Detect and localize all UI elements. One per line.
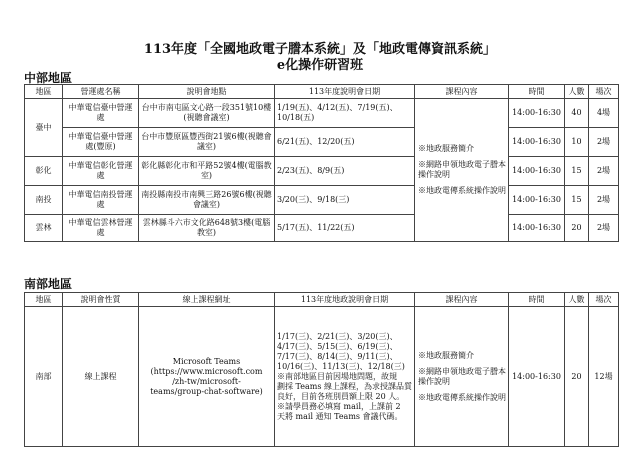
count-cell: 10	[565, 128, 589, 157]
count-cell: 15	[565, 157, 589, 186]
column-header: 地區	[25, 293, 63, 307]
column-header: 113年度說明會日期	[275, 85, 415, 99]
course-content-item: ※地政電傳系統操作說明	[418, 392, 506, 402]
sessions-cell: 2場	[589, 186, 619, 215]
region-cell: 彰化	[25, 157, 63, 186]
column-header: 營運處名稱	[63, 85, 139, 99]
dates-cell	[275, 307, 415, 447]
office-cell: 中華電信臺中營運處	[63, 99, 139, 128]
date-line: 良好，目前各班別員額上限 20 人。	[277, 391, 405, 401]
section-title-central: 中部地區	[24, 71, 73, 85]
section-title-south: 南部地區	[24, 277, 73, 291]
count-cell: 40	[565, 99, 589, 128]
sessions-cell: 2場	[589, 128, 619, 157]
column-header: 場次	[589, 293, 619, 307]
count-cell: 20	[565, 215, 589, 242]
nature-cell: 線上課程	[63, 307, 139, 447]
table-row	[25, 307, 619, 447]
office-cell: 中華電信南投營運處	[63, 186, 139, 215]
location-cell: 彰化縣彰化市和平路52號4樓(電腦教室)	[139, 157, 275, 186]
dates-cell: 2/23(五)、8/9(五)	[275, 157, 415, 186]
table-row	[25, 186, 619, 215]
date-line: 1/17(三)、2/21(三)、3/20(三)、	[277, 331, 398, 341]
course-content-cell	[415, 307, 509, 447]
column-header: 說明會地點	[139, 85, 275, 99]
dates-cell: 3/20(三)、9/18(三)	[275, 186, 415, 215]
region-cell: 南部	[25, 307, 63, 447]
date-line: 劃採 Teams 線上課程，為求授課品質	[277, 381, 412, 391]
column-header: 地區	[25, 85, 63, 99]
south-schedule-table	[24, 292, 619, 447]
dates-cell: 5/17(五)、11/22(五)	[275, 215, 415, 242]
office-cell: 中華電信彰化營運處	[63, 157, 139, 186]
column-header: 時間	[509, 85, 565, 99]
url-line: (https://www.microsoft.com	[150, 366, 263, 376]
office-cell: 中華電信臺中營運處(豐原)	[63, 128, 139, 157]
column-header: 場次	[589, 85, 619, 99]
date-line: 7/17(三)、8/14(三)、9/11(三)、	[277, 351, 398, 361]
course-content-item: ※地政電傳系統操作說明	[418, 186, 506, 195]
date-line: 4/17(三)、5/15(三)、6/19(三)、	[277, 341, 398, 351]
central-schedule-table	[24, 84, 619, 242]
course-content-item: ※地政服務簡介	[418, 350, 474, 360]
document-subtitle: e化操作研習班	[276, 58, 364, 73]
location-cell: 台中市豐原區豐西街21號6樓(視聽會議室)	[139, 128, 275, 157]
time-cell: 14:00-16:30	[509, 186, 565, 215]
location-cell: 南投縣南投市南興三路26號6樓(視聽會議室)	[139, 186, 275, 215]
location-cell: 台中市南屯區文心路一段351號10樓(視聽會議室)	[139, 99, 275, 128]
course-content-item: ※網路申領地政電子謄本操作說明	[418, 366, 506, 386]
dates-cell: 1/19(五)、4/12(五)、7/19(五)、10/18(五)	[275, 99, 415, 128]
office-cell: 中華電信雲林營運處	[63, 215, 139, 242]
region-cell: 南投	[25, 186, 63, 215]
column-header: 人數	[565, 85, 589, 99]
column-header: 時間	[509, 293, 565, 307]
header-row	[25, 85, 619, 99]
column-header: 人數	[565, 293, 589, 307]
table-row	[25, 99, 619, 128]
count-cell: 15	[565, 186, 589, 215]
table-row	[25, 215, 619, 242]
table-row	[25, 128, 619, 157]
time-cell: 14:00-16:30	[509, 215, 565, 242]
column-header: 課程內容	[415, 85, 509, 99]
table-row	[25, 157, 619, 186]
dates-cell: 6/21(五)、12/20(五)	[275, 128, 415, 157]
header-row	[25, 293, 619, 307]
sessions-cell: 12場	[589, 307, 619, 447]
url-line: Microsoft Teams	[172, 356, 241, 366]
time-cell: 14:00-16:30	[509, 99, 565, 128]
sessions-cell: 4場	[589, 99, 619, 128]
sessions-cell: 2場	[589, 157, 619, 186]
course-content-item: ※網路申領地政電子謄本操作說明	[418, 160, 506, 179]
column-header: 課程內容	[415, 293, 509, 307]
date-line: ※請學員務必填寫 mail，上課前 2	[277, 401, 401, 411]
course-content-item: ※地政服務簡介	[418, 144, 474, 153]
column-header: 線上課程網址	[139, 293, 275, 307]
url-line: teams/group-chat-software)	[150, 386, 263, 396]
region-cell: 雲林	[25, 215, 63, 242]
time-cell: 14:00-16:30	[509, 128, 565, 157]
time-cell: 14:00-16:30	[509, 307, 565, 447]
date-line: 10/16(三)、11/13(三)、12/18(三)	[277, 361, 405, 371]
column-header: 說明會性質	[63, 293, 139, 307]
date-line: 天將 mail 通知 Teams 會議代碼。	[277, 411, 403, 421]
url-line: /zh-tw/microsoft-	[172, 376, 241, 386]
document-title: 113年度「全國地政電子謄本系統」及「地政電傳資訊系統」	[143, 42, 497, 57]
sessions-cell: 2場	[589, 215, 619, 242]
column-header: 113年度地政說明會日期	[275, 293, 415, 307]
region-cell: 臺中	[25, 99, 63, 157]
time-cell: 14:00-16:30	[509, 157, 565, 186]
course-content-cell	[415, 99, 509, 242]
online-course-url-cell	[139, 307, 275, 447]
count-cell: 20	[565, 307, 589, 447]
date-line: ※南部地區目前因場地問題，故規	[277, 371, 397, 381]
location-cell: 雲林縣斗六市文化路648號3樓(電腦教室)	[139, 215, 275, 242]
